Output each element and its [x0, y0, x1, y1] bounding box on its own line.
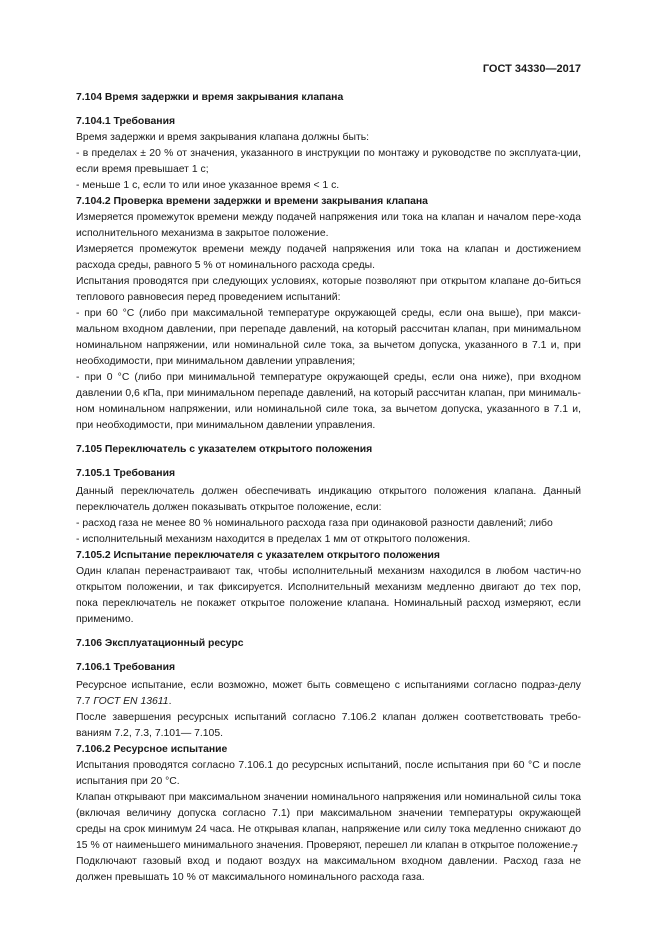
paragraph: Клапан открывают при максимальном значении номинального напряжения или номинальной силы тока (включая величину допуска согласно 7.1) при максимальном значении температуры окружающей среды на срок минимум 24 часа. Не открывая клапан, напряжение или силу тока медленно снижают до 15 % от наименьшего минимального значения. Проверяют, перешел ли клапан в открытое положение. — [76, 792, 581, 851]
list-item: - при 0 °С (либо при минимальной температуре окружающей среды, если она ниже), при входном давлении 0,6 кПа, при минимальном перепаде давлений, на который рассчитан клапан, при минималь-ном номинальном напряжении, или номинальной силе тока, за вычетом допуска, указанного в 7.1 и, при необходимости, при минимальном давлении управления. — [76, 372, 581, 431]
page-content — [76, 90, 581, 886]
section-heading-7-106: 7.106 Эксплуатационный ресурс — [76, 638, 244, 649]
subsection-heading-7-105-2: 7.105.2 Испытание переключателя с указателем открытого положения — [76, 550, 440, 561]
standard-designation: ГОСТ 34330—2017 — [482, 63, 581, 75]
page-number: 7 — [571, 843, 578, 855]
paragraph: Ресурсное испытание, если возможно, может быть совмещено с испытаниями согласно подраз-делу 7.7 ГОСТ EN 13611. — [76, 680, 581, 707]
paragraph: Подключают газовый вход и подают воздух на максимальном входном давлении. Расход газа не должен превышать 10 % от максимального номинального расхода газа. — [76, 856, 581, 883]
subsection-heading-7-106-1: 7.106.1 Требования — [76, 662, 176, 673]
list-item: - в пределах ± 20 % от значения, указанного в инструкции по монтажу и руководстве по эксплуата-ции, если время превышает 1 с; — [76, 148, 581, 175]
paragraph: Данный переключатель должен обеспечивать индикацию открытого положения клапана. Данный переключатель должен показывать открытое положение, если: — [76, 486, 581, 513]
subsection-heading-7-106-2: 7.106.2 Ресурсное испытание — [76, 744, 228, 755]
subsection-heading-7-105-1: 7.105.1 Требования — [76, 468, 176, 479]
standard-reference: ГОСТ EN 13611 — [93, 696, 169, 707]
subsection-heading-7-104-2: 7.104.2 Проверка времени задержки и времени закрывания клапана — [76, 196, 428, 207]
paragraph: Измеряется промежуток времени между подачей напряжения или тока на клапан и началом пере-хода исполнительного механизма в закрытое положение. — [76, 212, 581, 239]
list-item: - при 60 °С (либо при максимальной температуре окружающей среды, если она выше), при макси-мальном входном давлении, при перепаде давлений, на который рассчитан клапан, при минимальном номинальном напряжении, или номинальной силе тока, за вычетом допуска, указанного в 7.1 и, при необходимости, при минимальном давлении управления; — [76, 308, 581, 367]
list-item: - расход газа не менее 80 % номинального расхода газа при одинаковой разности давлений; либо — [76, 518, 553, 529]
paragraph: Испытания проводятся согласно 7.106.1 до ресурсных испытаний, после испытания при 60 °С и после испытания при 20 °С. — [76, 760, 581, 787]
list-item: - исполнительный механизм находится в пределах 1 мм от открытого положения. — [76, 534, 471, 545]
subsection-heading-7-104-1: 7.104.1 Требования — [76, 116, 176, 127]
list-item: - меньше 1 с, если то или иное указанное время < 1 с. — [76, 180, 340, 191]
paragraph: Один клапан перенастраивают так, чтобы исполнительный механизм находился в любом частич-но открытом положении, и так фиксируется. Исполнительный механизм медленно двигают до тех пор, пока переключатель не покажет открытое положение клапана. Номинальный расход измеряют, если применимо. — [76, 566, 581, 625]
paragraph: Время задержки и время закрывания клапана должны быть: — [76, 132, 370, 143]
section-heading-7-105: 7.105 Переключатель с указателем открытого положения — [76, 444, 373, 455]
section-heading-7-104: 7.104 Время задержки и время закрывания клапана — [76, 92, 344, 103]
paragraph: Измеряется промежуток времени между подачей напряжения или тока на клапан и достижением расхода среды, равного 5 % от номинального расхода среды. — [76, 244, 581, 271]
paragraph: Испытания проводятся при следующих условиях, которые позволяют при открытом клапане до-биться теплового равновесия перед проведением испытаний: — [76, 276, 581, 303]
paragraph: После завершения ресурсных испытаний согласно 7.106.2 клапан должен соответствовать требо-ваниям 7.2, 7.3, 7.101— 7.105. — [76, 712, 581, 739]
